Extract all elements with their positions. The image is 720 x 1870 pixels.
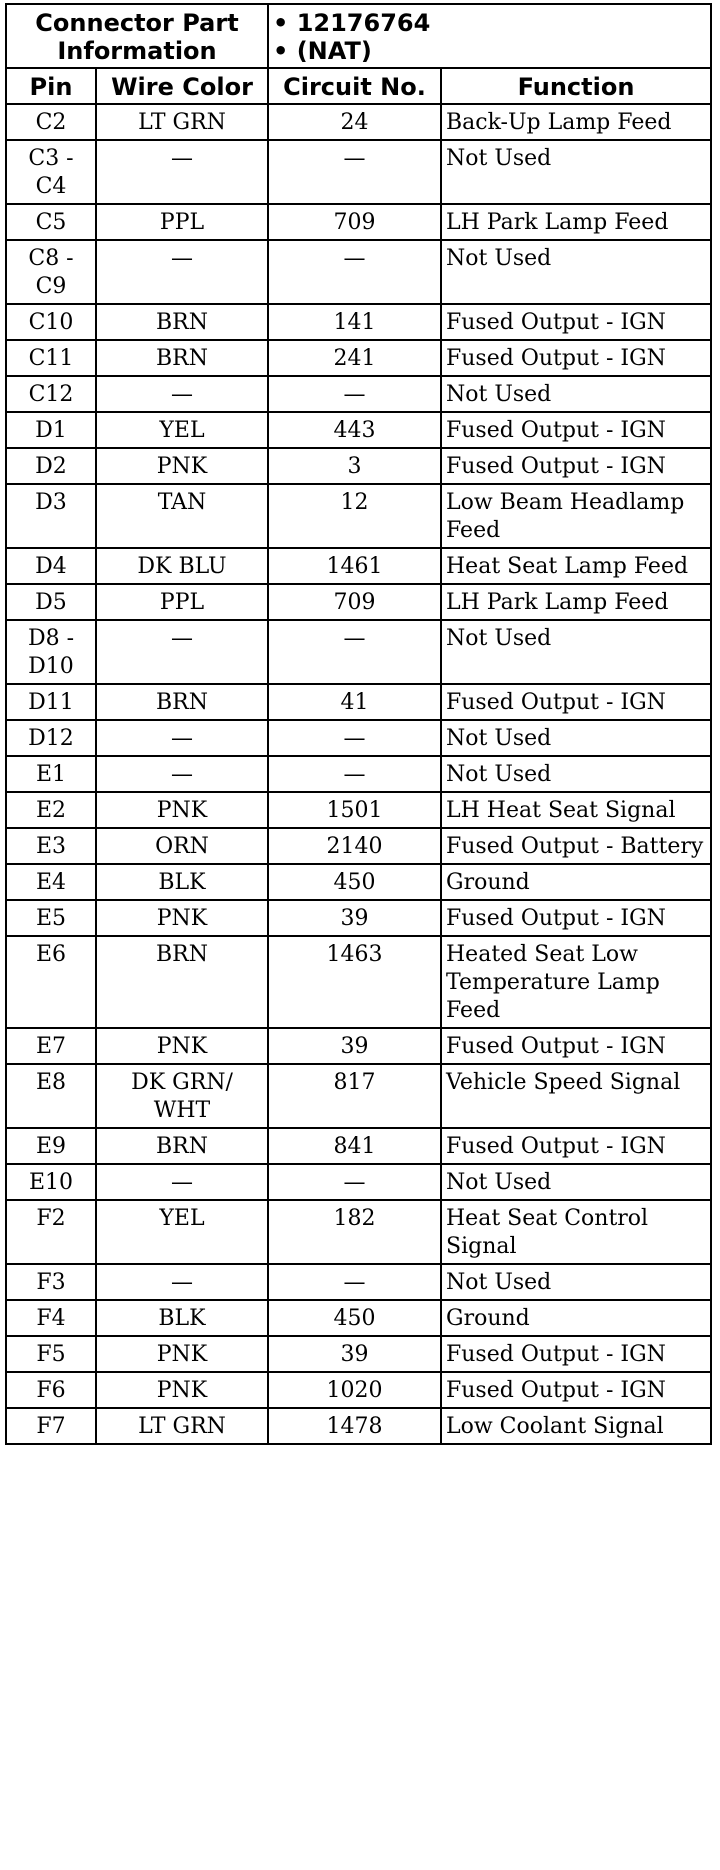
table-row	[6, 340, 711, 376]
pin-cell: D2	[6, 448, 96, 484]
function-cell: Heat Seat Lamp Feed	[441, 548, 711, 584]
function-cell: Not Used	[441, 620, 711, 684]
table-row	[6, 376, 711, 412]
circuit-number-cell: 182	[268, 1200, 441, 1264]
wire-color-cell: BRN	[96, 1128, 268, 1164]
pin-cell: F2	[6, 1200, 96, 1264]
pin-cell: F4	[6, 1300, 96, 1336]
wire-color-cell: BRN	[96, 684, 268, 720]
circuit-number-cell: 24	[268, 104, 441, 140]
wire-color-cell: —	[96, 620, 268, 684]
function-cell: Ground	[441, 864, 711, 900]
pin-cell: D12	[6, 720, 96, 756]
table-row	[6, 1264, 711, 1300]
pin-cell: D1	[6, 412, 96, 448]
function-cell: Fused Output - IGN	[441, 1128, 711, 1164]
column-header-function: Function	[441, 68, 711, 104]
pin-cell: C11	[6, 340, 96, 376]
function-cell: Fused Output - IGN	[441, 1028, 711, 1064]
function-cell: Fused Output - Battery	[441, 828, 711, 864]
circuit-number-cell: 39	[268, 1336, 441, 1372]
connector-rows	[6, 104, 711, 1444]
function-cell: Heat Seat Control Signal	[441, 1200, 711, 1264]
table-row	[6, 584, 711, 620]
table-row	[6, 1372, 711, 1408]
wire-color-cell: PNK	[96, 1028, 268, 1064]
table-row	[6, 140, 711, 204]
circuit-number-cell: —	[268, 376, 441, 412]
wire-color-cell: PNK	[96, 792, 268, 828]
pin-cell: C12	[6, 376, 96, 412]
table-row	[6, 1300, 711, 1336]
table-row	[6, 828, 711, 864]
circuit-number-cell: —	[268, 620, 441, 684]
circuit-number-cell: 1478	[268, 1408, 441, 1444]
circuit-number-cell: 141	[268, 304, 441, 340]
table-row	[6, 304, 711, 340]
wire-color-cell: LT GRN	[96, 1408, 268, 1444]
table-row	[6, 936, 711, 1028]
function-cell: LH Park Lamp Feed	[441, 204, 711, 240]
pin-cell: E8	[6, 1064, 96, 1128]
circuit-number-cell: 1461	[268, 548, 441, 584]
pin-cell: D8 - D10	[6, 620, 96, 684]
column-header-row	[6, 68, 711, 104]
function-cell: Not Used	[441, 1164, 711, 1200]
pin-cell: C8 - C9	[6, 240, 96, 304]
circuit-number-cell: 709	[268, 584, 441, 620]
pin-cell: E7	[6, 1028, 96, 1064]
pin-cell: E5	[6, 900, 96, 936]
table-row	[6, 484, 711, 548]
function-cell: Not Used	[441, 1264, 711, 1300]
part-number: • 12176764	[273, 9, 431, 37]
column-header-wire-color: Wire Color	[96, 68, 268, 104]
circuit-number-cell: 450	[268, 864, 441, 900]
wire-color-cell: —	[96, 1164, 268, 1200]
pin-cell: D5	[6, 584, 96, 620]
pin-cell: C5	[6, 204, 96, 240]
wire-color-cell: —	[96, 140, 268, 204]
connector-table	[5, 3, 712, 1445]
pin-cell: E1	[6, 756, 96, 792]
wire-color-cell: PNK	[96, 1372, 268, 1408]
function-cell: Not Used	[441, 376, 711, 412]
wire-color-cell: —	[96, 756, 268, 792]
function-cell: Not Used	[441, 240, 711, 304]
table-row	[6, 792, 711, 828]
table-row	[6, 1408, 711, 1444]
function-cell: Fused Output - IGN	[441, 448, 711, 484]
wire-color-cell: BLK	[96, 1300, 268, 1336]
table-row	[6, 1336, 711, 1372]
function-cell: Fused Output - IGN	[441, 1372, 711, 1408]
function-cell: Not Used	[441, 756, 711, 792]
table-row	[6, 620, 711, 684]
pin-cell: F6	[6, 1372, 96, 1408]
column-header-circuit-no: Circuit No.	[268, 68, 441, 104]
function-cell: Heated Seat Low Temperature Lamp Feed	[441, 936, 711, 1028]
pin-cell: E3	[6, 828, 96, 864]
table-row	[6, 448, 711, 484]
pin-cell: F3	[6, 1264, 96, 1300]
table-row	[6, 1164, 711, 1200]
table-row	[6, 900, 711, 936]
wire-color-cell: —	[96, 720, 268, 756]
table-row	[6, 1128, 711, 1164]
function-cell: Fused Output - IGN	[441, 900, 711, 936]
pin-cell: E9	[6, 1128, 96, 1164]
pin-cell: C10	[6, 304, 96, 340]
circuit-number-cell: 12	[268, 484, 441, 548]
pin-cell: E10	[6, 1164, 96, 1200]
part-info-title: Connector Part Information	[6, 4, 268, 68]
circuit-number-cell: 39	[268, 900, 441, 936]
part-info-values	[268, 4, 711, 68]
table-row	[6, 1064, 711, 1128]
wire-color-cell: —	[96, 1264, 268, 1300]
function-cell: Fused Output - IGN	[441, 412, 711, 448]
pin-cell: F5	[6, 1336, 96, 1372]
circuit-number-cell: —	[268, 720, 441, 756]
circuit-number-cell: 241	[268, 340, 441, 376]
pin-cell: E4	[6, 864, 96, 900]
wire-color-cell: BRN	[96, 936, 268, 1028]
table-row	[6, 412, 711, 448]
table-row	[6, 204, 711, 240]
circuit-number-cell: 1463	[268, 936, 441, 1028]
circuit-number-cell: 817	[268, 1064, 441, 1128]
circuit-number-cell: 2140	[268, 828, 441, 864]
wire-color-cell: PNK	[96, 448, 268, 484]
table-row	[6, 548, 711, 584]
circuit-number-cell: 443	[268, 412, 441, 448]
pin-cell: D3	[6, 484, 96, 548]
wire-color-cell: PPL	[96, 584, 268, 620]
wire-color-cell: BRN	[96, 304, 268, 340]
wire-color-cell: DK GRN/ WHT	[96, 1064, 268, 1128]
function-cell: LH Park Lamp Feed	[441, 584, 711, 620]
pin-cell: E6	[6, 936, 96, 1028]
wire-color-cell: ORN	[96, 828, 268, 864]
circuit-number-cell: 1020	[268, 1372, 441, 1408]
wire-color-cell: DK BLU	[96, 548, 268, 584]
function-cell: Fused Output - IGN	[441, 1336, 711, 1372]
wire-color-cell: BRN	[96, 340, 268, 376]
part-info-row	[6, 4, 711, 68]
table-row	[6, 240, 711, 304]
circuit-number-cell: —	[268, 240, 441, 304]
wire-color-cell: LT GRN	[96, 104, 268, 140]
wire-color-cell: PNK	[96, 1336, 268, 1372]
pin-cell: C3 - C4	[6, 140, 96, 204]
function-cell: Fused Output - IGN	[441, 304, 711, 340]
circuit-number-cell: —	[268, 1264, 441, 1300]
wire-color-cell: —	[96, 376, 268, 412]
table-row	[6, 104, 711, 140]
function-cell: Low Coolant Signal	[441, 1408, 711, 1444]
circuit-number-cell: 41	[268, 684, 441, 720]
pin-cell: D4	[6, 548, 96, 584]
wire-color-cell: YEL	[96, 412, 268, 448]
pin-cell: E2	[6, 792, 96, 828]
function-cell: Back-Up Lamp Feed	[441, 104, 711, 140]
pin-cell: F7	[6, 1408, 96, 1444]
function-cell: LH Heat Seat Signal	[441, 792, 711, 828]
part-note: • (NAT)	[273, 37, 372, 65]
table-row	[6, 684, 711, 720]
table-row	[6, 756, 711, 792]
circuit-number-cell: 450	[268, 1300, 441, 1336]
circuit-number-cell: 3	[268, 448, 441, 484]
function-cell: Fused Output - IGN	[441, 340, 711, 376]
wire-color-cell: YEL	[96, 1200, 268, 1264]
circuit-number-cell: 39	[268, 1028, 441, 1064]
function-cell: Low Beam Headlamp Feed	[441, 484, 711, 548]
wire-color-cell: —	[96, 240, 268, 304]
circuit-number-cell: —	[268, 140, 441, 204]
column-header-pin: Pin	[6, 68, 96, 104]
circuit-number-cell: 841	[268, 1128, 441, 1164]
wire-color-cell: BLK	[96, 864, 268, 900]
function-cell: Fused Output - IGN	[441, 684, 711, 720]
table-row	[6, 864, 711, 900]
circuit-number-cell: 709	[268, 204, 441, 240]
function-cell: Vehicle Speed Signal	[441, 1064, 711, 1128]
circuit-number-cell: —	[268, 1164, 441, 1200]
wire-color-cell: TAN	[96, 484, 268, 548]
wire-color-cell: PPL	[96, 204, 268, 240]
wire-color-cell: PNK	[96, 900, 268, 936]
circuit-number-cell: —	[268, 756, 441, 792]
table-row	[6, 1200, 711, 1264]
function-cell: Not Used	[441, 140, 711, 204]
function-cell: Not Used	[441, 720, 711, 756]
pin-cell: C2	[6, 104, 96, 140]
pin-cell: D11	[6, 684, 96, 720]
function-cell: Ground	[441, 1300, 711, 1336]
table-row	[6, 1028, 711, 1064]
circuit-number-cell: 1501	[268, 792, 441, 828]
table-row	[6, 720, 711, 756]
